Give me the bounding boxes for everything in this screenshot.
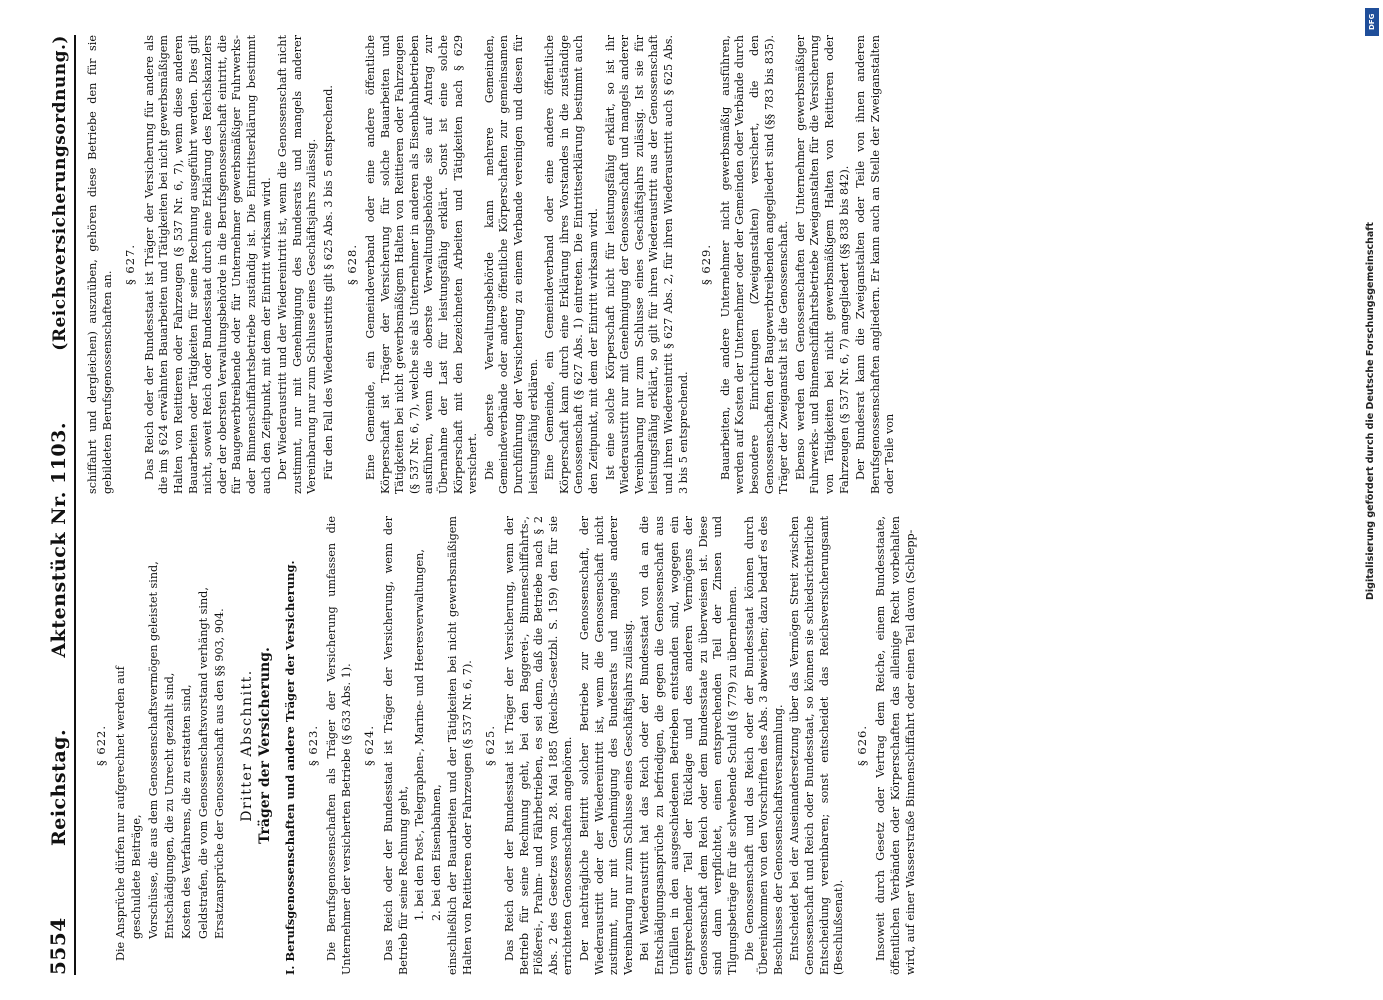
paragraph: Das Reich oder der Bundesstaat ist Träger der Versicherung, wenn der Betrieb für seine Rechnung geht, bei den Baggerei-, Binnenschiffahrts-, Flößerei-, Prahm- und Fährbetrieben, es sei denn, daß die Betriebe nach § 2 Abs. 2 des Gesetzes vom 28. Mai 1885 (Reichs-Gesetzbl. S. 159) den für sie errichteten Genossenschaften angehören.	[503, 516, 575, 975]
column-left	[86, 516, 920, 975]
paragraph: Das Reich oder der Bundesstaat ist Träger der Versicherung für andere als die im § 624 erwähnten Bauarbeiten und Tätigkeiten bei nicht gewerbsmäßigem Halten von Reittieren oder Fahrzeugen (§ 537 Nr. 6, 7), wenn diese anderen Bauarbeiten oder Tätigkeiten für seine Rechnung ausgeführt werden. Dies gilt nicht, soweit Reich oder Bundesstaat durch eine Erklärung des Reichskanzlers oder der obersten Verwaltungsbehörde in die Berufsgenossenschaft eintritt, die für Baugewerbtreibende oder für Unternehmer gewerbsmäßiger Fuhrwerks- oder Binnenschiffahrtsbetriebe zuständig ist. Die Eintrittserklärung bestimmt auch den Zeitpunkt, mit dem der Eintritt wirksam wird.	[142, 35, 273, 494]
paragraph: Der Bundesrat kann die Zweiganstalten oder Teile von ihnen anderen Berufsgenossenschaften angliedern. Er kann auch an Stelle der Zweiganstalten oder Teile von	[854, 35, 897, 494]
paragraph: Bei Wiederaustritt hat das Reich oder der Bundesstaat von da an die Entschädigungsansprüche zu befriedigen, die gegen die Genossenschaft aus Unfällen in den ausgeschiedenen Betrieben entstanden sind, wogegen ein entsprechender Teil der Rücklage und des anderen Vermögens der Genossenschaft dem Reich oder dem Bundesstaate zu überweisen ist. Diese sind dann verpflichtet, einen entsprechenden Teil der Zinsen und Tilgungsbeträge für die schwebende Schuld (§ 779) zu übernehmen.	[638, 516, 739, 975]
dfg-logo: DFG	[1365, 8, 1379, 36]
paragraph: Eine Gemeinde, ein Gemeindeverband oder eine andere öffentliche Körperschaft kann durch eine Erklärung ihres Vorstandes in die zuständige Genossenschaft (§ 627 Abs. 1) eintreten. Die Eintrittserklärung bestimmt auch den Zeitpunkt, mit dem der Eintritt wirksam wird.	[543, 35, 600, 494]
chapter-heading: Dritter Abschnitt.	[238, 669, 255, 822]
section-heading: § 623.	[305, 725, 320, 767]
header-left: Reichstag.	[48, 728, 70, 847]
running-header	[46, 35, 76, 975]
chapter-title: Träger der Versicherung.	[257, 647, 274, 844]
section-heading: § 624.	[362, 725, 377, 767]
list-item: Entschädigungen, die zu Unrecht gezahlt sind,	[163, 672, 177, 939]
paragraph: Der Wiederaustritt und der Wiedereintritt ist, wenn die Genossenschaft nicht zustimmt, nur mit Genehmigung des Bundesrats und mangels anderer Vereinbarung nur zum Schlusse eines Geschäftsjahrs zulässig.	[276, 35, 319, 494]
paragraph: Die Ansprüche dürfen nur aufgerechnet werden auf	[113, 666, 127, 961]
paragraph: Die oberste Verwaltungsbehörde kann mehrere Gemeinden, Gemeindeverbände oder andere öffentliche Körperschaften zur gemeinsamen Durchführung der Versicherung zu einem Verbande vereinigen und diesen für leistungsfähig erklären.	[482, 35, 540, 494]
paragraph: Die Berufsgenossenschaften als Träger der Versicherung umfassen die Unternehmer der versicherten Betriebe (§ 633 Abs. 1).	[325, 516, 353, 975]
text-columns	[86, 35, 920, 975]
list-item: geschuldete Beiträge,	[130, 814, 144, 939]
list-item: Kosten des Verfahrens, die zu erstatten sind,	[179, 684, 193, 939]
list-item: Vorschüsse, die aus dem Genossenschaftsvermögen geleistet sind,	[146, 561, 160, 939]
section-heading: § 626.	[854, 725, 869, 767]
list-item: Geldstrafen, die vom Genossenschaftsvorstand verhängt sind,	[196, 587, 210, 939]
column-right	[86, 35, 920, 494]
paragraph: Bauarbeiten, die andere Unternehmer nicht gewerbsmäßig ausführen, werden auf Kosten der Unternehmer oder der Gemeinden oder Verbände durch besondere Einrichtungen (Zweiganstalten) versichert, die den Genossenschaften der Baugewerbtreibenden angegliedert sind (§§ 783 bis 835). Träger der Zweiganstalt ist die Genossenschaft.	[718, 35, 791, 494]
section-heading: § 627.	[123, 244, 138, 286]
section-heading: § 625.	[483, 725, 498, 767]
paragraph: Ist eine solche Körperschaft nicht für leistungsfähig erklärt, so ist ihr Wiederaustritt nur mit Genehmigung der Genossenschaft und mangels anderer Vereinbarung nur zum Schlusse eines Geschäftsjahrs zulässig. Ist sie für leistungsfähig erklärt, so gilt für ihren Wiederaustritt aus der Genossenschaft und ihren Wiedereintritt § 627 Abs. 2, für ihren Wiederaustritt auch § 625 Abs. 3 bis 5 entsprechend.	[603, 35, 690, 494]
list-item: Ersatzansprüche der Genossenschaft aus den §§ 903, 904.	[213, 608, 227, 939]
paragraph: Entscheidet bei der Auseinandersetzung über das Vermögen Streit zwischen Genossenschaft und Reich oder Bundesstaat, so können sie schiedsrichterliche Entscheidung vereinbaren; sonst entscheidet das Reichsversicherungsamt (Beschlußsenat).	[788, 516, 846, 975]
paragraph: Die Genossenschaft und das Reich oder der Bundesstaat können durch Übereinkommen von den Vorschriften des Abs. 3 abweichen; dazu bedarf es des Beschlusses der Genossenschaftsversammlung.	[742, 516, 785, 975]
header-title: (Reichsversicherungsordnung.)	[50, 35, 70, 351]
paragraph: Für den Fall des Wiederaustritts gilt § 625 Abs. 3 bis 5 entsprechend.	[321, 85, 335, 480]
section-heading: § 629.	[699, 244, 714, 286]
list-item: 2. bei den Eisenbahnen,	[429, 784, 443, 921]
dfg-credit-text: Digitalisierung gefördert durch die Deutsche Forschungsgemeinschaft	[1365, 222, 1376, 600]
section-heading: § 622.	[94, 725, 108, 767]
paragraph: Das Reich oder der Bundesstaat ist Träger der Versicherung, wenn der Betrieb für seine Rechnung geht,	[381, 516, 410, 975]
list-item: 1. bei den Post-, Telegraphen-, Marine- und Heeresverwaltungen,	[413, 549, 427, 921]
paragraph: einschließlich der Bauarbeiten und der Tätigkeiten bei nicht gewerbsmäßigem Halten von Reittieren oder Fahrzeugen (§ 537 Nr. 6, 7).	[446, 516, 474, 975]
paragraph: Insoweit durch Gesetz oder Vertrag dem Reiche, einem Bundesstaate, öffentlichen Verbänden oder Körperschaften das alleinige Recht vorbehalten wird, auf einer Wasserstraße Binnenschiffahrt oder einen Teil davon (Schlepp-	[874, 516, 917, 975]
paragraph: Ebenso werden den Genossenschaften der Unternehmer gewerbsmäßiger Fuhrwerks- und Binnenschiffahrtsbetriebe Zweiganstalten für die Versicherung von Tätigkeiten bei nicht gewerbsmäßigem Halten von Reittieren oder Fahrzeugen (§ 537 Nr. 6, 7) angegliedert (§§ 838 bis 842).	[793, 35, 851, 494]
header-document-number: Aktenstück Nr. 1103.	[48, 422, 70, 658]
page-number: 5554	[46, 917, 70, 975]
paragraph: Der nachträgliche Beitritt solcher Betriebe zur Genossenschaft, der Wiederaustritt oder der Wiedereintritt ist, wenn die Genossenschaft nicht zustimmt, nur mit Genehmigung des Bundesrats und mangels anderer Vereinbarung nur zum Schlusse eines Geschäftsjahrs zulässig.	[578, 516, 635, 975]
dfg-credit-strip	[1365, 8, 1379, 988]
paragraph: schiffahrt und dergleichen) auszuüben, gehören diese Betriebe den für sie gebildeten Berufsgenossenschaften an.	[86, 35, 114, 494]
paragraph: Eine Gemeinde, ein Gemeindeverband oder eine andere öffentliche Körperschaft ist Träger der Versicherung für solche Bauarbeiten und Tätigkeiten bei nicht gewerbsmäßigem Halten von Reittieren oder Fahrzeugen (§ 537 Nr. 6, 7), welche sie als Unternehmer in anderen als Eisenbahnbetrieben ausführen, wenn die oberste Verwaltungsbehörde sie auf Antrag zur Übernahme der Last für leistungsfähig erklärt. Sonst ist eine solche Körperschaft mit den bezeichneten Arbeiten und Tätigkeiten nach § 629 versichert.	[364, 35, 480, 494]
page-content	[40, 25, 1340, 985]
section-heading: § 628.	[344, 244, 359, 286]
subsection-heading: I. Berufsgenossenschaften und andere Träger der Versicherung.	[282, 560, 297, 975]
